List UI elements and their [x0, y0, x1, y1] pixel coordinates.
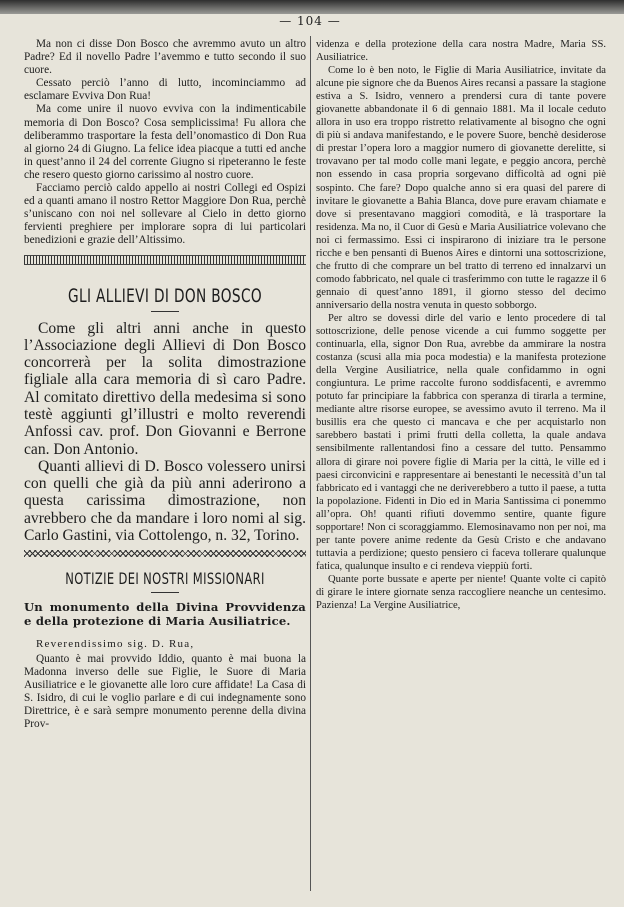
paragraph: Cessato perciò l’anno di lutto, incominciammo ad esclamare Evviva Don Rua! [24, 77, 306, 103]
paragraph: Facciamo perciò caldo appello ai nostri Collegi ed Ospizi ed a quanti amano il nostro Rettor Maggiore Don Rua, perchè s’uniscano con noi nel sollevare al Cielo in detto giorno fervienti preghiere per implorare sopra di lui particolari benedizioni e grazie dell’Altissimo. [24, 182, 306, 247]
paragraph: Come gli altri anni anche in questo l’Associazione degli Allievi di Don Bosco concorrerà per la solita dimostrazione figliale alla cara memoria di sì caro Padre. Al comitato direttivo della medesima si sono testè aggiunti gl’illustri e molto reverendi Anfossi cav. prof. Don Giovanni e Berrone can. Don Antonio. [24, 319, 306, 458]
paragraph: Quanto è mai provvido Iddio, quanto è mai buona la Madonna inverso delle sue Figlie, le Suore di Maria Ausiliatrice e le giovanette alle loro cure affidate! La Casa di S. Isidro, di cui le voglio parlare e di cui indegnamente sono Direttrice, è e sarà sempre monumento perenne della divina Prov- [24, 652, 306, 731]
paragraph: Per altro se dovessi dirle del vario e lento procedere di tal sottoscrizione, delle penose vicende a cui fummo soggette per continuarla, ella, signor Don Rua, avrebbe da ammirare la nostra costanza (scusi alla mia poca modestia) e la manifesta protezione della Vergine Ausiliatrice, nella quale confidammo in ogni congiuntura. Le prime raccolte furono soddisfacenti, e avremmo potuto far principiare la fabbrica con speranza di tirarla a termine, mediante altre risorse europee, se avessimo avuto il terreno. Ma il busillis era che questo ci mancava e che per acquistarlo non sarebbero bastati i primi frutti della colletta, la quale andava sensibilmente rallentandosi fino a cessare del tutto. Pensammo allora di girare noi povere figlie di Maria per la città, le ville ed i paesi circonvicini e rappresentare ai benestanti le necessità d’un tal fabbricato ed i vantaggi che ne deriverebbero a tutto il paese, a tutta la popolazione. Fidenti in Dio ed in Maria Santissima ci ponemmo all’opra. Oh! quanti rifiuti dovemmo sentire, quante figure sopportare! Non ci scoraggiammo. Elemosinavamo non per noi, ma per tante povere anime redente da Gesù Cristo e che andavano tuttavia a perdizione; questo pensiero ci faceva tollerare qualunque fatica, qualunque insulto e ci rendeva vieppiù forti. [316, 312, 606, 572]
short-divider [151, 592, 179, 593]
right-column [316, 38, 606, 612]
article-subtitle: Un monumento della Divina Provvidenza e della protezione di Maria Ausiliatrice. [24, 600, 306, 628]
paragraph: Come lo è ben noto, le Figlie di Maria Ausiliatrice, invitate da alcune pie signore che da Buenos Aires recansi a passare la stagione estiva a S. Isidro, vennero a prendersi cura di tante povere giovanette abbandonate il 6 di gennaio 1881. Ma il locale ceduto allora in uso era troppo ristretto relativamente al bisogno che ogni dì più si andava manifestando, e le povere Suore, benchè desiderose di prestar l’opera loro a maggior numero di giovanette derelitte, si trovavano per tal modo colle mani legate, e peggio ancora, perchè non essendo in casa propria sorgevano difficoltà ad ogni piè sospinto. Che fare? Dopo qualche anno si era quasi del parere di invitare le giovanette a Bahia Blanca, dove pure eravam chiamate e dove si presentavano maggiori comodità, e là trasportare la residenza. Ma no, il Cuor di Gesù e Maria Ausiliatrice volevano che noi ci fermassimo. Essi ci inspirarono di iniziare tra le persone ricche e ben pensanti di Buenos Aires e dintorni una sottoscrizione, che frutto di che comprare un bel tratto di terreno ed innalzarvi un comodo fabbricato, nel quale ci trasferimmo con tutte le ragazze il 6 gennaio di quest’anno 1891, il giorno stesso del decimo anniversario della nostra venuta in questo sobborgo. [316, 65, 606, 311]
ornamental-rule [24, 255, 306, 265]
salutation: Reverendissimo sig. D. Rua, [36, 637, 195, 650]
paragraph: Quanti allievi di D. Bosco volessero unirsi con quelli che già da più anni aderirono a questa carissima dimostrazione, non avrebbero che da mandare i loro nomi al sig. Carlo Gastini, via Cottolengo, n. 32, Torino. [24, 457, 306, 545]
paragraph: Quante porte bussate e aperte per niente! Quante volte ci capitò di girare le intere giornate senza raccogliere neanche un centesimo. Pazienza! La Vergine Ausiliatrice, [316, 573, 606, 612]
section-heading: NOTIZIE DEI NOSTRI MISSIONARI [65, 569, 265, 589]
page-number: — 104 — [279, 14, 341, 28]
left-column [24, 38, 306, 731]
column-divider [310, 36, 311, 891]
paragraph: Ma non ci disse Don Bosco che avremmo avuto un altro Padre? Ed il novello Padre l’avemmo e tutto secondo il suo cuore. [24, 38, 306, 77]
short-divider [151, 311, 179, 312]
section-heading: GLI ALLIEVI DI DON BOSCO [68, 284, 262, 307]
ornamental-rule [24, 550, 306, 557]
paragraph: Ma come unire il nuovo evviva con la indimenticabile memoria di Don Bosco? Cosa semplicissima! Fu allora che deliberammo trasportare la festa dell’onomastico di Don Rua al giorno 24 di Giugno. La felice idea piacque a tutti ed anche in quest’anno il 24 del corrente Giugno si ripeteranno le feste che resero questo giorno carissimo al nostro cuore. [24, 103, 306, 181]
paragraph: videnza e della protezione della cara nostra Madre, Maria SS. Ausiliatrice. [316, 39, 606, 64]
scan-top-edge [0, 0, 624, 14]
